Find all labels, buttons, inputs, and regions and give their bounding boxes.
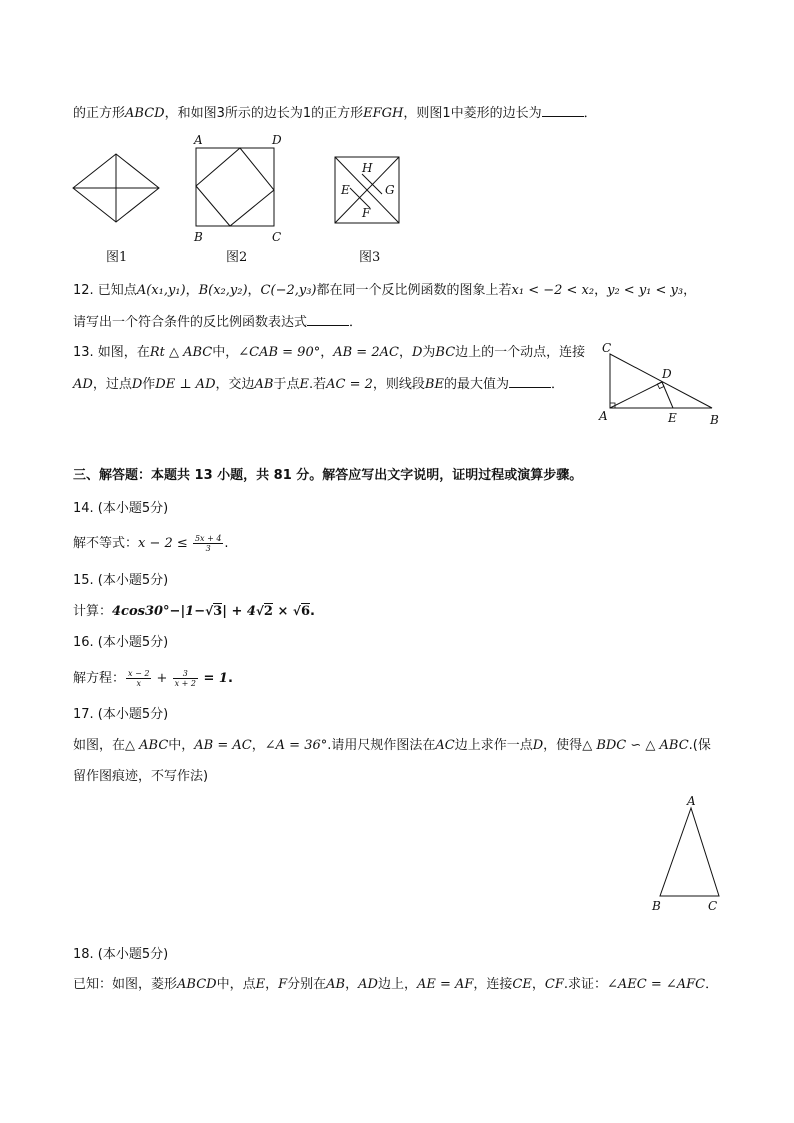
q14-body	[73, 534, 229, 553]
q17-ac: AC	[435, 738, 455, 753]
q16-fraction-2	[173, 669, 198, 688]
q17-text: 边上求作一点	[454, 738, 533, 753]
q12-condition-x: x₁ < −2 < x₂	[511, 283, 595, 298]
q12-sep: ，	[185, 283, 199, 298]
q11-text: 的正方形	[73, 106, 126, 121]
figure-2-caption: 图2	[226, 250, 248, 265]
q12-text: 请写出一个符合条件的反比例函数表达式	[73, 315, 308, 330]
q17-figure-triangle	[648, 792, 728, 916]
q15-expr: | + 4	[222, 604, 256, 619]
q13-label-c: C	[602, 341, 612, 355]
q13-label-d: D	[662, 367, 672, 381]
q18-text: 已知：如图，菱形	[73, 977, 178, 992]
q13-e: E	[299, 377, 309, 392]
q15-sqrt-2: 2	[263, 604, 273, 619]
q11-square-efgh: EFGH	[363, 106, 404, 121]
q17-angle: ∠A = 36°	[264, 738, 328, 753]
answer-blank[interactable]	[307, 313, 349, 326]
q16-numerator-1: x − 2	[128, 669, 150, 678]
fig2-label-a: A	[194, 133, 203, 147]
figure-2-square	[190, 132, 286, 244]
q17-equal-sides: AB = AC	[194, 738, 252, 753]
q15-head: 15. (本小题5分)	[73, 573, 169, 588]
q12-point-a: A(x₁,y₁)	[136, 283, 186, 298]
q13-bc: BC	[435, 345, 456, 360]
q17-triangle: △ ABC	[125, 738, 169, 753]
figure-1-caption: 图1	[106, 250, 128, 265]
q18-ce: CE	[512, 977, 532, 992]
q16-numerator-2: 3	[173, 669, 198, 679]
fig3-label-e: E	[341, 183, 350, 197]
q13-line-2	[73, 375, 564, 394]
q17-label-a: A	[687, 794, 696, 808]
q13-text: 的最大值为	[443, 377, 509, 392]
q12-line-1	[73, 282, 696, 300]
q12-sep: ，	[594, 283, 608, 298]
q18-sep: ，	[265, 977, 279, 992]
q14-end: .	[224, 536, 229, 551]
q13-text: ，则线段	[372, 377, 425, 392]
fig2-label-d: D	[272, 133, 282, 147]
q18-text: 边上，	[377, 977, 417, 992]
q16-rhs: = 1	[198, 671, 228, 686]
q13-d: D	[131, 377, 143, 392]
q17-text: 如图，在	[73, 738, 126, 753]
figure-3-caption: 图3	[359, 250, 381, 265]
q17-line-1	[73, 737, 711, 755]
q17-line-2: 留作图痕迹，不写作法)	[73, 769, 209, 784]
q13-text: 于点	[273, 377, 300, 392]
q17-label-c: C	[708, 899, 718, 913]
q15-end: .	[309, 604, 315, 619]
figure-1-rhombus	[70, 152, 162, 224]
q17-similarity: △ BDC ∽ △ ABC	[582, 738, 689, 753]
q13-ab: AB = 2AC	[333, 345, 399, 360]
q15-expr: 4cos30°−|1−	[112, 604, 206, 619]
q13-text: 边上的一个动点，连接	[455, 345, 586, 360]
q18-ab: AB	[326, 977, 346, 992]
q16-body	[73, 669, 233, 688]
q12-line-2	[73, 313, 362, 332]
q17-text: .请用尺规作图法在	[327, 738, 436, 753]
q13-text: 为	[422, 345, 436, 360]
q13-perpendicular: DE ⊥ AD	[155, 377, 216, 392]
fig3-label-h: H	[362, 161, 373, 175]
q12-condition-y: y₂ < y₁ < y₃	[607, 283, 684, 298]
q13-angle: ∠CAB = 90°	[238, 345, 321, 360]
q13-label-e: E	[668, 411, 677, 425]
q14-lhs: x − 2 ≤	[138, 536, 192, 551]
q13-text: ，过点	[92, 377, 132, 392]
q13-be: BE	[424, 377, 444, 392]
q11-text: ，则图1中菱形的边长为	[403, 106, 542, 121]
q18-rhombus: ABCD	[177, 977, 217, 992]
q13-text: 中，	[212, 345, 239, 360]
q17-text: 中，	[168, 738, 195, 753]
q12-point-b: B(x₂,y₂)	[198, 283, 248, 298]
q16-denominator-1: x	[136, 679, 141, 688]
q16-plus: +	[152, 671, 172, 686]
q16-head: 16. (本小题5分)	[73, 635, 169, 650]
q13-sep: ，	[398, 345, 412, 360]
q18-body	[73, 976, 718, 994]
q17-head: 17. (本小题5分)	[73, 707, 169, 722]
q18-cf: CF	[544, 977, 564, 992]
q13-ad: AD	[73, 377, 93, 392]
q13-text: 作	[142, 377, 156, 392]
q13-sep: ，	[320, 345, 334, 360]
q18-text: ，连接	[473, 977, 513, 992]
q15-prefix: 计算：	[73, 604, 113, 619]
q13-label-a: A	[599, 409, 608, 423]
q17-label-b: B	[652, 899, 661, 913]
q13-triangle: Rt △ ABC	[149, 345, 213, 360]
q13-ab: AB	[254, 377, 274, 392]
q11-line	[73, 104, 597, 123]
q17-text: ，使得	[543, 738, 583, 753]
q17-sep: ，	[251, 738, 265, 753]
q18-text: 中，点	[216, 977, 256, 992]
q18-text: .求证：	[563, 977, 607, 992]
fig2-label-c: C	[272, 230, 282, 244]
q12-sep: ，	[683, 283, 697, 298]
q13-ac: AC = 2	[326, 377, 373, 392]
q11-end: ．	[583, 106, 597, 121]
q15-expr: ×	[272, 604, 293, 619]
q13-end: ．	[550, 377, 564, 392]
q15-sqrt-3: 3	[213, 604, 223, 619]
q16-fraction-1	[126, 669, 151, 688]
q18-end: ．	[705, 977, 719, 992]
q13-text: ，交边	[215, 377, 255, 392]
q13-text: 13. 如图，在	[73, 345, 150, 360]
q15-body: 计算：4cos30°−|1−√3| + 4√2 × √6.	[73, 604, 315, 619]
q18-e: E	[255, 977, 266, 992]
q14-head: 14. (本小题5分)	[73, 501, 169, 516]
q18-sep: ，	[345, 977, 359, 992]
q11-square-abcd: ABCD	[125, 106, 165, 121]
q14-fraction	[193, 534, 223, 553]
q13-d: D	[411, 345, 423, 360]
q17-text: .(保	[688, 738, 711, 753]
q12-sep: ，	[247, 283, 261, 298]
fig3-label-g: G	[385, 183, 395, 197]
q18-ad: AD	[358, 977, 378, 992]
q13-figure-triangle	[596, 338, 726, 430]
figure-3-square	[332, 154, 402, 226]
q15-sqrt-6: 6	[300, 604, 310, 619]
q17-d: D	[532, 738, 544, 753]
fig3-label-f: F	[362, 206, 371, 220]
q16-prefix: 解方程：	[73, 671, 126, 686]
section-3-title: 三、解答题：本题共 13 小题，共 81 分。解答应写出文字说明，证明过程或演算步骤。	[73, 468, 583, 483]
answer-blank[interactable]	[542, 104, 584, 117]
q18-equality: AE = AF	[416, 977, 474, 992]
q16-end: .	[227, 671, 233, 686]
q13-text: .若	[308, 377, 327, 392]
answer-blank[interactable]	[509, 375, 551, 388]
q18-f: F	[278, 977, 288, 992]
q18-text: 分别在	[287, 977, 327, 992]
q18-sep: ，	[531, 977, 545, 992]
q13-label-b: B	[710, 413, 719, 427]
q11-text: ，和如图3所示的边长为1的正方形	[164, 106, 364, 121]
q12-text: 都在同一个反比例函数的图象上若	[316, 283, 512, 298]
q12-end: ．	[349, 315, 363, 330]
q14-numerator: 5x + 4	[194, 534, 222, 543]
q12-point-c: C(−2,y₃)	[260, 283, 317, 298]
q16-denominator-2: x + 2	[174, 679, 196, 688]
fig2-label-b: B	[194, 230, 203, 244]
q12-text: 12. 已知点	[73, 283, 137, 298]
q18-goal: ∠AEC = ∠AFC	[606, 977, 706, 992]
q18-head: 18. (本小题5分)	[73, 947, 169, 962]
q14-prefix: 解不等式：	[73, 536, 139, 551]
q13-line-1	[73, 344, 585, 362]
q14-denominator: 3	[205, 544, 211, 553]
